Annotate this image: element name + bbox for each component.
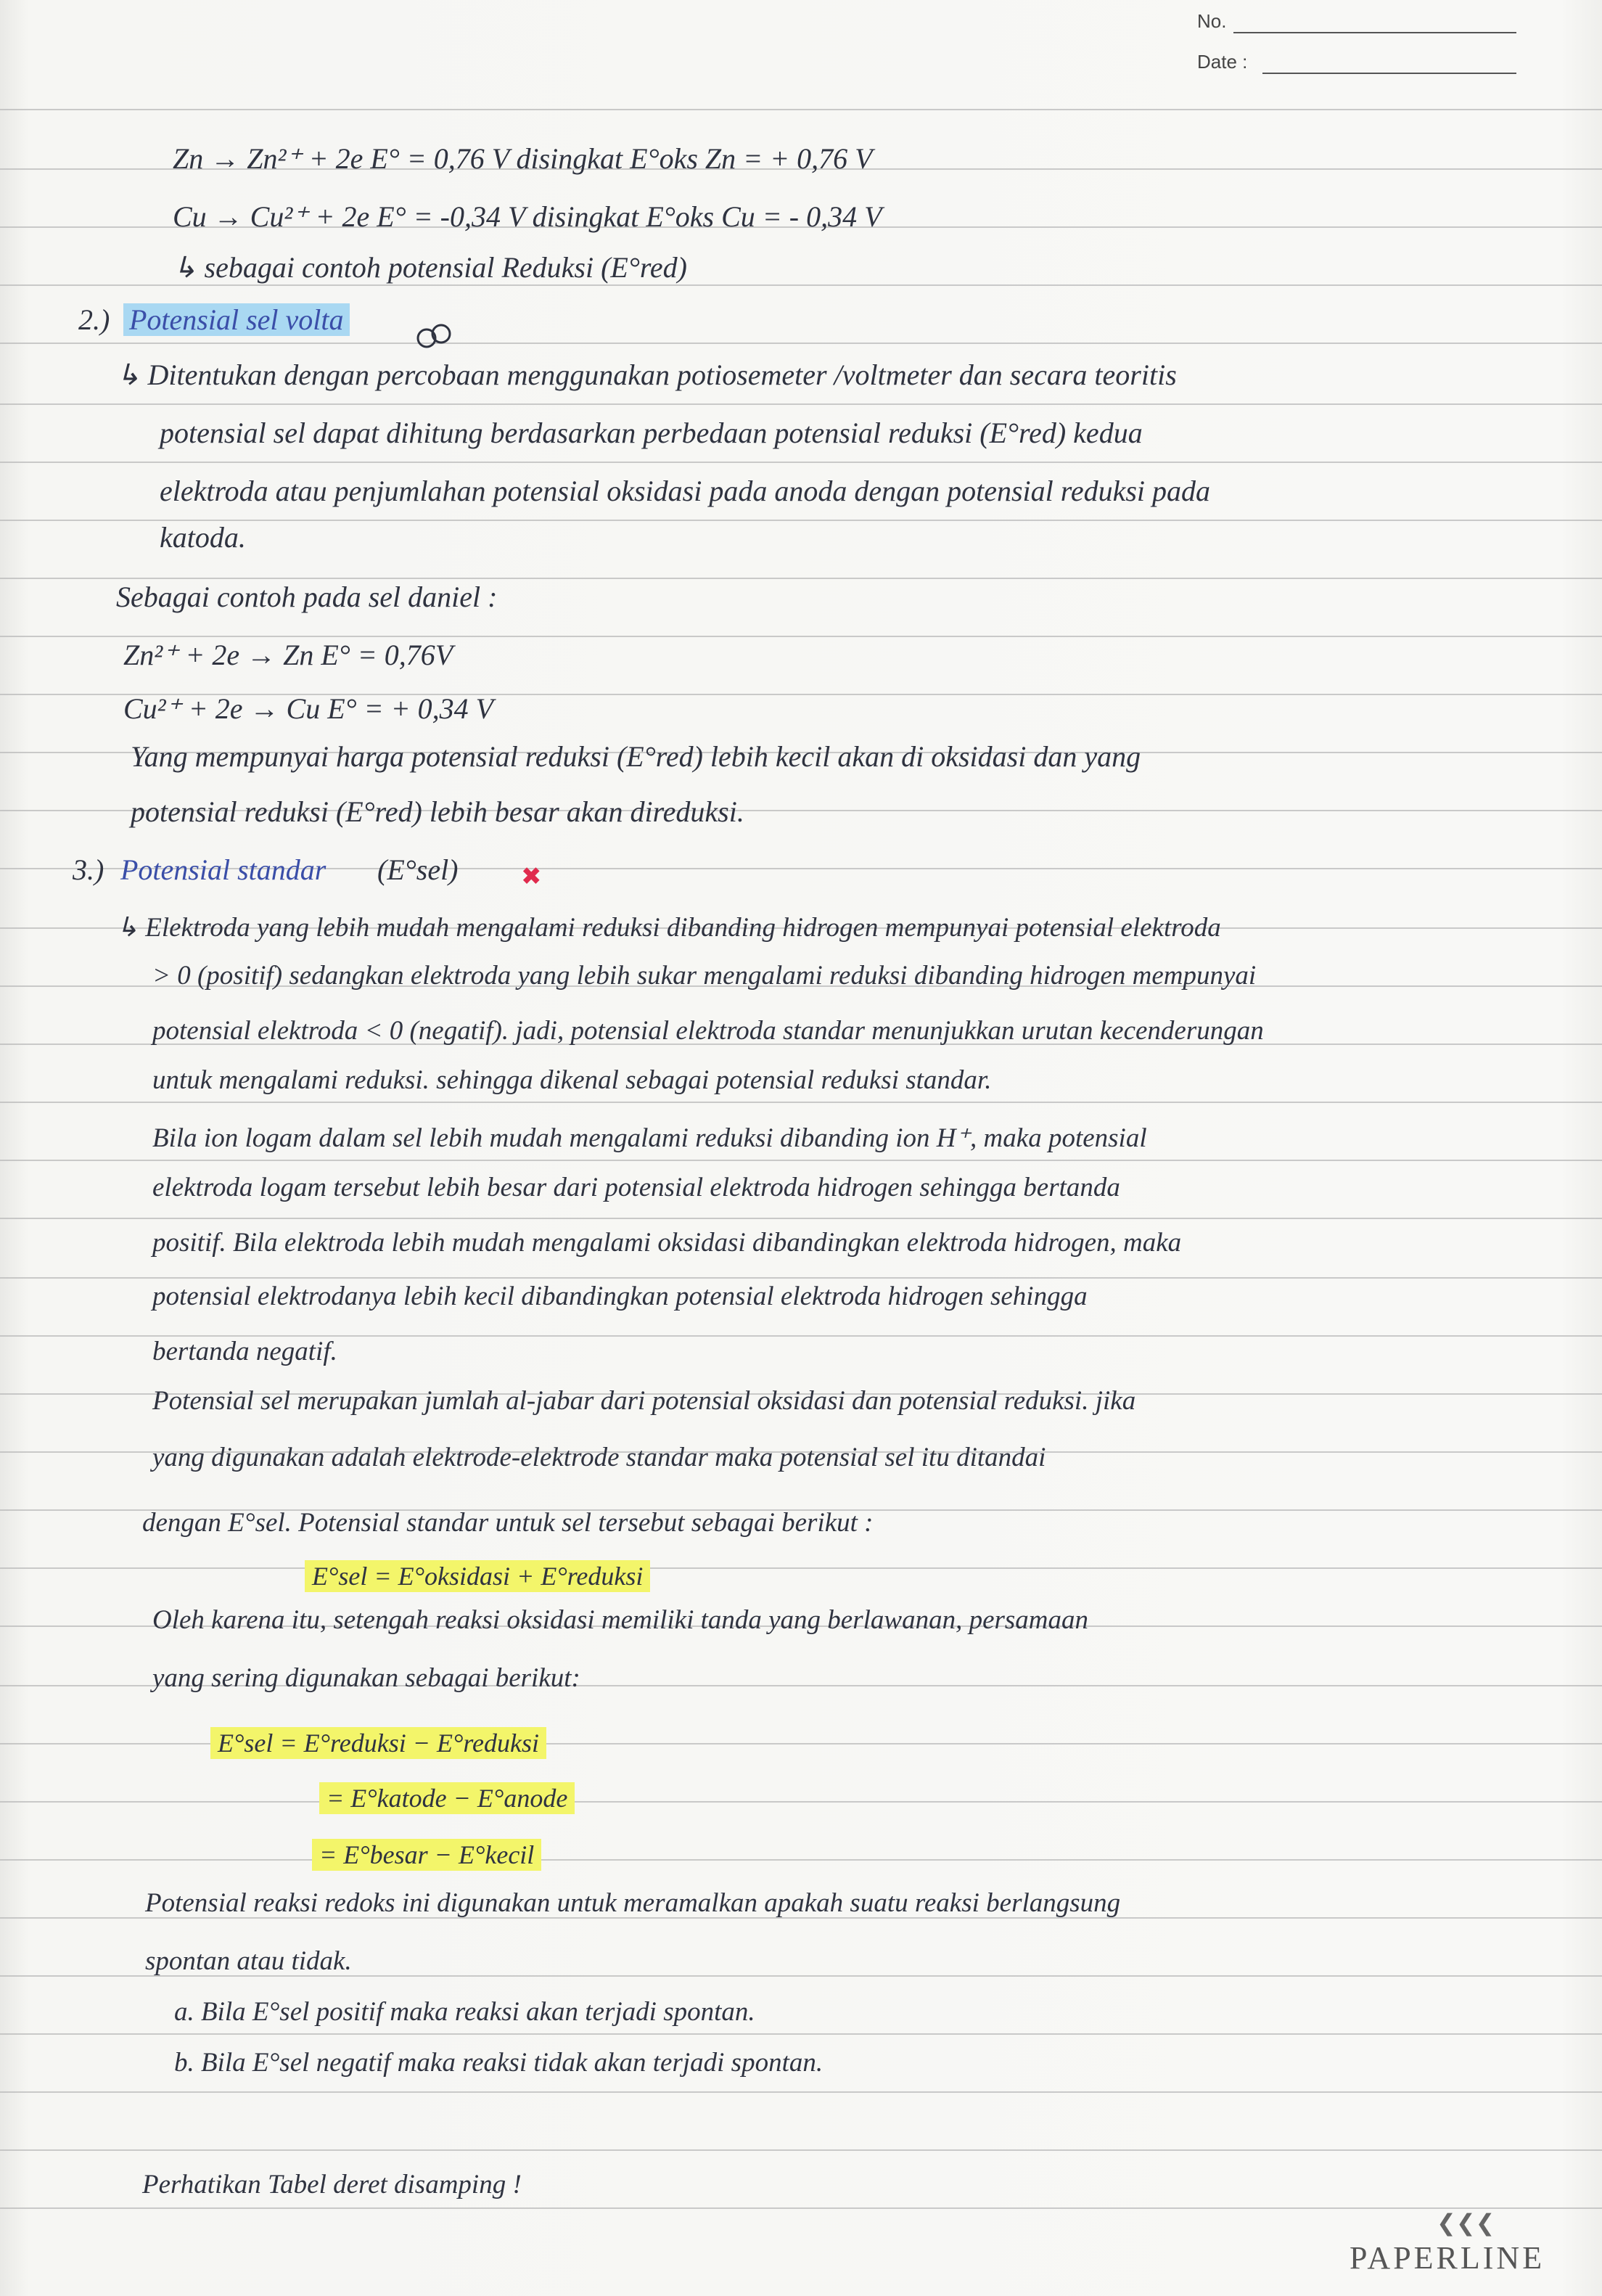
- equation-line: Cu²⁺ + 2e → Cu E° = + 0,34 V: [123, 692, 494, 725]
- paragraph-line: yang digunakan adalah elektrode-elektrode standar maka potensial sel itu ditandai: [152, 1443, 1046, 1472]
- paragraph-line: Sebagai contoh pada sel daniel :: [116, 581, 498, 613]
- brand-name: PAPERLINE: [1350, 2240, 1545, 2276]
- paragraph-line: dengan E°sel. Potensial standar untuk sel tersebut sebagai berikut :: [142, 1508, 874, 1538]
- paragraph-line: bertanda negatif.: [152, 1337, 337, 1366]
- paragraph-line: Potensial reaksi redoks ini digunakan untuk meramalkan apakah suatu reaksi berlangsung: [145, 1888, 1121, 1918]
- formula-main: E°sel = E°oksidasi + E°reduksi: [305, 1560, 650, 1592]
- paragraph-line: spontan atau tidak.: [145, 1946, 352, 1976]
- equation-line: Zn → Zn²⁺ + 2e E° = 0,76 V disingkat E°oks Zn = + 0,76 V: [173, 142, 873, 175]
- section-heading-suffix: (E°sel): [377, 853, 459, 886]
- ruled-line: [0, 1859, 1602, 1861]
- paragraph-line: Oleh karena itu, setengah reaksi oksidasi memiliki tanda yang berlawanan, persamaan: [152, 1605, 1089, 1635]
- closing-note: Perhatikan Tabel deret disamping !: [142, 2170, 522, 2199]
- equation-line: Zn²⁺ + 2e → Zn E° = 0,76V: [123, 639, 453, 671]
- paragraph-line: > 0 (positif) sedangkan elektroda yang lebih sukar mengalami reduksi dibanding hidrogen mempunyai: [152, 961, 1257, 991]
- star-mark-icon: ✖: [521, 862, 542, 891]
- ruled-line: [0, 1277, 1602, 1279]
- paragraph-line: Yang mempunyai harga potensial reduksi (E°red) lebih kecil akan di oksidasi dan yang: [131, 740, 1141, 773]
- ruled-line: [0, 578, 1602, 579]
- date-field-line: [1262, 73, 1516, 74]
- ruled-line: [0, 2149, 1602, 2151]
- paragraph-line: positif. Bila elektroda lebih mudah mengalami oksidasi dibandingkan elektroda hidrogen, maka: [152, 1228, 1182, 1258]
- ruled-line: [0, 1160, 1602, 1161]
- formula-alt-3: = E°besar − E°kecil: [312, 1839, 541, 1871]
- ruled-line: [0, 1218, 1602, 1219]
- paperline-logo-icon: ❮❮❮: [1437, 2209, 1495, 2236]
- formula-alt-2: = E°katode − E°anode: [319, 1782, 575, 1814]
- ruled-line: [0, 1567, 1602, 1569]
- paragraph-line: elektroda logam tersebut lebih besar dari potensial elektroda hidrogen sehingga bertanda: [152, 1173, 1120, 1202]
- paragraph-line: elektroda atau penjumlahan potensial oksidasi pada anoda dengan potensial reduksi pada: [160, 475, 1211, 507]
- note-line: ↳ sebagai contoh potensial Reduksi (E°red): [173, 251, 688, 284]
- ruled-line: [0, 2033, 1602, 2035]
- ruled-line: [0, 2207, 1602, 2209]
- paragraph-line: Bila ion logam dalam sel lebih mudah mengalami reduksi dibanding ion H⁺, maka potensial: [152, 1123, 1147, 1153]
- no-label: No.: [1197, 10, 1227, 32]
- ruled-line: [0, 462, 1602, 463]
- date-label: Date :: [1197, 51, 1248, 73]
- ruled-line: [0, 109, 1602, 110]
- section-heading: [123, 303, 350, 337]
- ruled-line: [0, 2091, 1602, 2093]
- paragraph-line: ↳ Ditentukan dengan percobaan menggunakan potiosemeter /voltmeter dan secara teoritis: [116, 358, 1177, 391]
- paragraph-line: potensial elektroda < 0 (negatif). jadi, potensial elektroda standar menunjukkan urutan kecenderungan: [152, 1016, 1264, 1046]
- section-number: 2.): [78, 303, 110, 336]
- section-number: 3.): [73, 853, 104, 886]
- ruled-line: [0, 1801, 1602, 1803]
- ruled-line: [0, 403, 1602, 405]
- ruled-line: [0, 343, 1602, 344]
- paragraph-line: potensial elektrodanya lebih kecil dibandingkan potensial elektroda hidrogen sehingga: [152, 1282, 1088, 1311]
- section-heading: Potensial standar: [120, 853, 326, 886]
- list-item: a. Bila E°sel positif maka reaksi akan terjadi spontan.: [174, 1997, 755, 2027]
- paragraph-line: potensial reduksi (E°red) lebih besar akan direduksi.: [131, 795, 744, 828]
- section-heading-text: Potensial sel volta: [123, 303, 350, 336]
- paragraph-line: untuk mengalami reduksi. sehingga dikenal sebagai potensial reduksi standar.: [152, 1065, 992, 1095]
- paragraph-line: ↳ Elektroda yang lebih mudah mengalami reduksi dibanding hidrogen mempunyai potensial elektroda: [116, 913, 1221, 943]
- list-item: b. Bila E°sel negatif maka reaksi tidak akan terjadi spontan.: [174, 2048, 823, 2078]
- ruled-line: [0, 284, 1602, 286]
- ruled-line: [0, 636, 1602, 637]
- paragraph-line: katoda.: [160, 521, 246, 554]
- paragraph-line: potensial sel dapat dihitung berdasarkan perbedaan potensial reduksi (E°red) kedua: [160, 417, 1143, 449]
- no-field-line: [1233, 32, 1516, 33]
- equation-line: Cu → Cu²⁺ + 2e E° = -0,34 V disingkat E°oks Cu = - 0,34 V: [173, 200, 882, 233]
- paragraph-line: Potensial sel merupakan jumlah al-jabar dari potensial oksidasi dan potensial reduksi. jika: [152, 1386, 1136, 1416]
- ruled-line: [0, 1102, 1602, 1103]
- formula-alt-1: E°sel = E°reduksi − E°reduksi: [210, 1727, 546, 1759]
- paragraph-line: yang sering digunakan sebagai berikut:: [152, 1663, 580, 1693]
- linked-circles-icon: [406, 319, 464, 356]
